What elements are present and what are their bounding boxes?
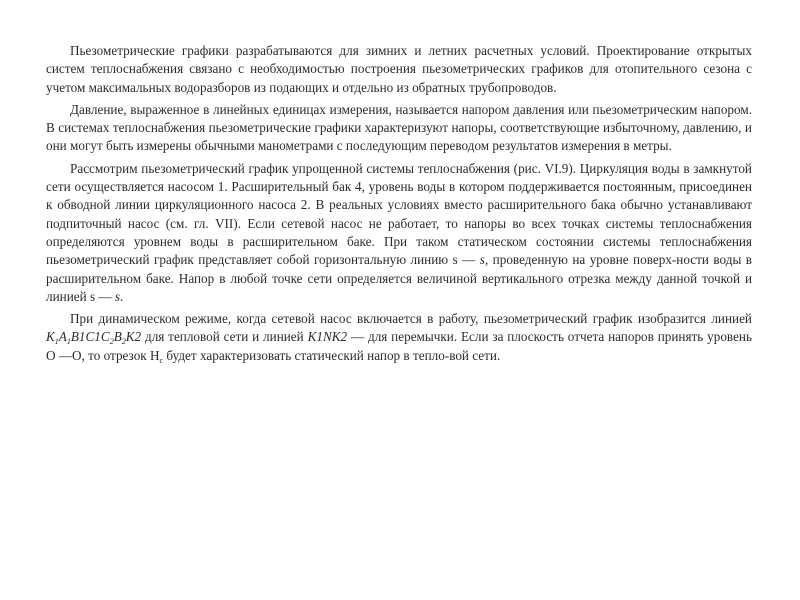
paragraph-1 xyxy=(46,42,752,97)
paragraph-1-text: Пьезометрические графики разрабатываются для зимних и летних расчетных условий. Проектирование открытых систем теплоснабжения связано с необходимостью построения пьезометрических графиков для отопительного сезона с учетом максимальных водоразборов из подающих и отдельно из обратных трубопроводов. xyxy=(46,43,752,95)
document-body xyxy=(46,42,752,369)
paragraph-3-text-c: . xyxy=(120,288,124,304)
paragraph-4-text-b: для тепловой сети и линией xyxy=(141,329,308,345)
formula-line-network: $K_1A_1B1C1C_2B_2K2$ xyxy=(46,329,142,347)
paragraph-4-text-c: — для перемычки. Если за плоскость отчета напоров принять уровень О —О, то отрезок Н xyxy=(46,329,752,363)
formula-line-bypass: K1NK2 xyxy=(307,329,348,345)
paragraph-4-text-d: будет характеризовать статический напор в тепло-вой сети. xyxy=(163,347,501,363)
paragraph-3-text-b: , проведенную на уровне поверх-ности воды в расширительном баке. Напор в любой точке сети определяется величиной вертикального отрезка между данной точкой и линией s — xyxy=(46,252,752,304)
paragraph-2 xyxy=(46,101,752,156)
h-subscript: с xyxy=(159,355,164,365)
paragraph-2-text: Давление, выраженное в линейных единицах измерения, называется напором давления или пьезометрическим напором. В системах теплоснабжения пьезометрические графики характеризуют напоры, соответствующие избыточному, давлению, и они могут быть измерены обычными манометрами с последующим переводом результатов измерения в метры. xyxy=(46,101,752,154)
paragraph-3-italic-s-2: s xyxy=(114,288,121,304)
paragraph-3-italic-s: s xyxy=(479,252,485,268)
paragraph-4-text-a: При динамическом режиме, когда сетевой насос включается в работу, пьезометрический график изобразится линией xyxy=(70,311,752,327)
paragraph-4 xyxy=(46,310,752,365)
paragraph-3-text-a: Рассмотрим пьезометрический график упрощенной системы теплоснабжения (рис. VI.9). Циркуляция воды в замкнутой сети осуществляется насосом 1. Расширительный бак 4, уровень воды в котором поддерживается постоянным, присоединен к обводной линии циркуляционного насоса 2. В реальных условиях вместо расширительного бака обычно устанавливают подпиточный насос (см. гл. VII). Если сетевой насос не работает, то напоры во всех точках системы теплоснабжения определяются уровнем воды в расширительном баке. При таком статическом состоянии системы теплоснабжения пьезометрический график представляет собой горизонтальную линию s — xyxy=(46,160,752,268)
paragraph-3 xyxy=(46,160,752,306)
